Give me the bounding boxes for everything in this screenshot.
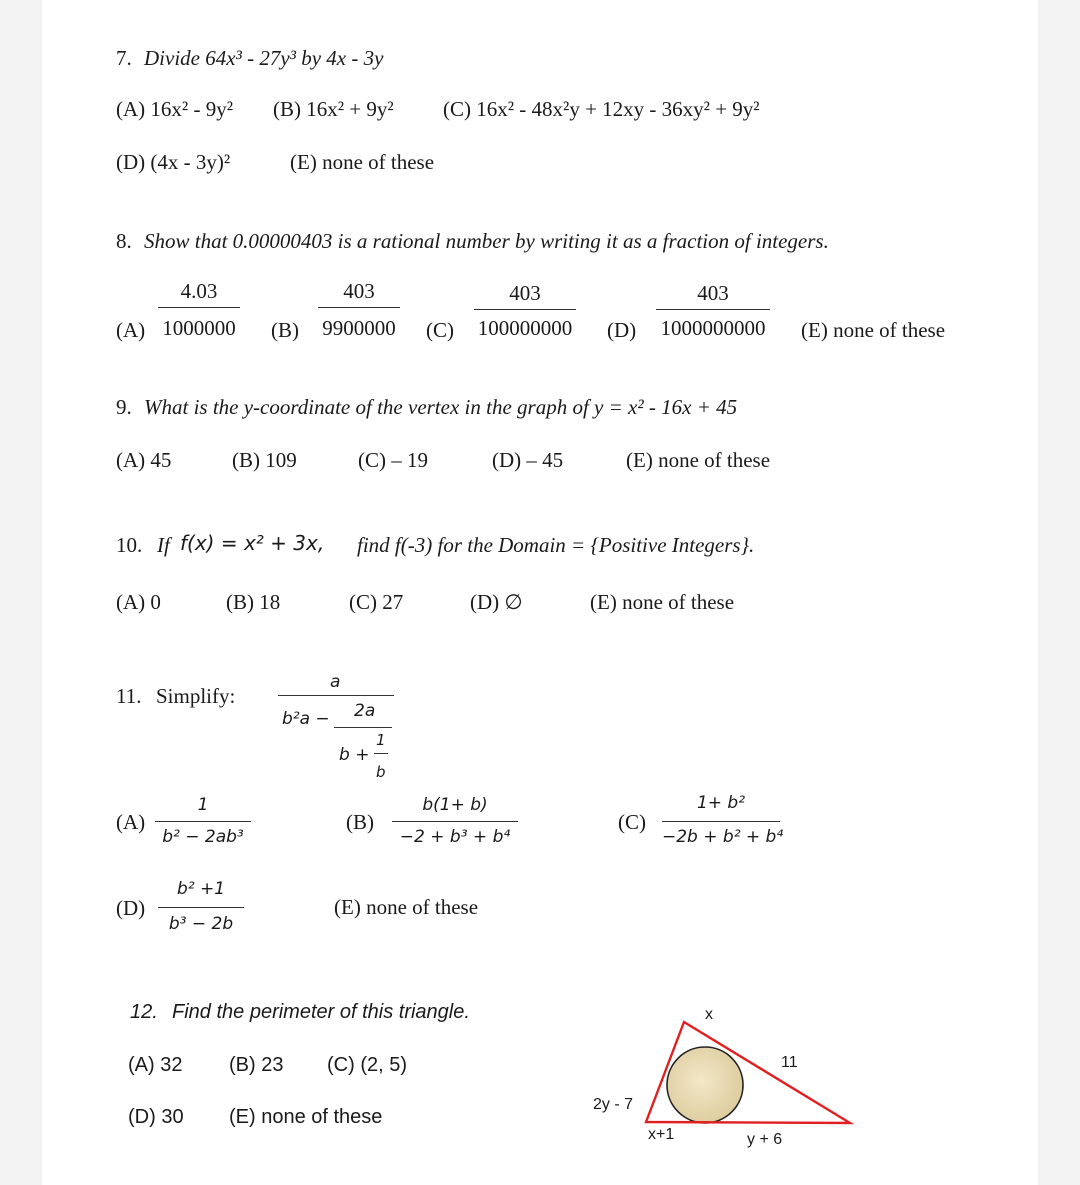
q11-number: 11. bbox=[116, 684, 142, 708]
q11-option-c-numerator: 1+ b² bbox=[696, 793, 746, 813]
q10-option-a: (A) 0 bbox=[116, 590, 161, 614]
q9-text: What is the y-coordinate of the vertex in the graph of y = x² - 16x + 45 bbox=[144, 395, 738, 419]
q11-option-a-label: (A) bbox=[116, 810, 146, 834]
q11-main-fraction-bar bbox=[278, 695, 394, 696]
q7-number: 7. bbox=[116, 46, 132, 70]
q8-number: 8. bbox=[116, 229, 132, 253]
q8-option-a-fraction-bar bbox=[158, 307, 240, 308]
q8-option-a-denominator: 1000000 bbox=[162, 316, 236, 340]
label-side-x-plus-1: x+1 bbox=[648, 1126, 675, 1143]
triangle-figure bbox=[590, 1000, 870, 1160]
q10-if: If bbox=[157, 533, 170, 557]
q10-function: f(x) = x² + 3x, bbox=[180, 531, 325, 555]
q11-expr-one: 1 bbox=[376, 731, 386, 749]
q10-text: find f(-3) for the Domain = {Positive Integers}. bbox=[357, 533, 755, 557]
q11-expr-b2a: b²a − bbox=[282, 709, 330, 729]
q9-option-d: (D) – 45 bbox=[492, 448, 564, 472]
q8-option-c-fraction-bar bbox=[474, 309, 576, 310]
q10-option-d: (D) ∅ bbox=[470, 590, 523, 614]
q8-option-b-fraction-bar bbox=[318, 307, 400, 308]
q8-option-e: (E) none of these bbox=[801, 318, 946, 342]
q9-option-b: (B) 109 bbox=[232, 448, 297, 472]
q8-option-b-label: (B) bbox=[271, 318, 299, 342]
q8-option-c-denominator: 100000000 bbox=[477, 316, 573, 340]
q7-option-e: (E) none of these bbox=[290, 150, 435, 174]
q8-option-d-numerator: 403 bbox=[697, 281, 729, 305]
label-side-y-plus-6: y + 6 bbox=[747, 1131, 783, 1148]
q11-expr-top: a bbox=[330, 672, 341, 692]
inscribed-circle bbox=[667, 1047, 743, 1123]
q7-option-d: (D) (4x - 3y)² bbox=[116, 150, 231, 174]
q11-expr-b-plus: b + bbox=[339, 745, 370, 765]
q7-option-a: (A) 16x² - 9y² bbox=[116, 97, 233, 121]
q7-text: Divide 64x³ - 27y³ by 4x - 3y bbox=[144, 46, 384, 70]
q11-inner-fraction-bar bbox=[334, 727, 392, 728]
q8-option-b-numerator: 403 bbox=[343, 279, 375, 303]
q11-option-d-fraction-bar bbox=[158, 907, 244, 908]
q12-option-a: (A) 32 bbox=[128, 1054, 183, 1076]
label-side-2y-7: 2y - 7 bbox=[593, 1096, 634, 1113]
q10-number: 10. bbox=[116, 533, 143, 557]
q10-option-c: (C) 27 bbox=[349, 590, 404, 614]
q11-option-b-label: (B) bbox=[346, 810, 374, 834]
q11-option-d-numerator: b² +1 bbox=[176, 879, 226, 899]
q9-option-c: (C) – 19 bbox=[358, 448, 428, 472]
q8-option-a-label: (A) bbox=[116, 318, 146, 342]
q7-option-c: (C) 16x² - 48x²y + 12xy - 36xy² + 9y² bbox=[443, 97, 760, 121]
q12-text: Find the perimeter of this triangle. bbox=[172, 1001, 470, 1023]
q8-option-b-denominator: 9900000 bbox=[322, 316, 396, 340]
q11-option-c-denominator: −2b + b² + b⁴ bbox=[662, 827, 784, 847]
q11-option-e: (E) none of these bbox=[334, 895, 479, 919]
q11-option-a-numerator: 1 bbox=[197, 795, 209, 815]
q9-number: 9. bbox=[116, 395, 132, 419]
q9-option-e: (E) none of these bbox=[626, 448, 771, 472]
q10-option-b: (B) 18 bbox=[226, 590, 281, 614]
q11-expr-2a: 2a bbox=[354, 701, 376, 721]
q11-option-d-label: (D) bbox=[116, 896, 146, 920]
q11-option-b-denominator: −2 + b³ + b⁴ bbox=[399, 827, 511, 847]
q8-option-d-denominator: 1000000000 bbox=[660, 316, 766, 340]
q11-option-c-fraction-bar bbox=[662, 821, 780, 822]
q12-option-b: (B) 23 bbox=[229, 1054, 284, 1076]
q12-option-e: (E) none of these bbox=[229, 1106, 383, 1128]
label-side-11: 11 bbox=[781, 1054, 798, 1071]
q8-option-c-label: (C) bbox=[426, 318, 454, 342]
q8-option-d-fraction-bar bbox=[656, 309, 770, 310]
q11-small-fraction-bar bbox=[374, 753, 388, 754]
q9-option-a: (A) 45 bbox=[116, 448, 172, 472]
q8-text: Show that 0.00000403 is a rational number by writing it as a fraction of integers. bbox=[144, 229, 829, 253]
q12-option-d: (D) 30 bbox=[128, 1106, 184, 1128]
q8-option-d-label: (D) bbox=[607, 318, 637, 342]
q7-option-b: (B) 16x² + 9y² bbox=[273, 97, 394, 121]
q10-option-e: (E) none of these bbox=[590, 590, 735, 614]
q8-option-a-numerator: 4.03 bbox=[180, 279, 218, 303]
q11-option-d-denominator: b³ − 2b bbox=[168, 914, 234, 934]
q11-option-c-label: (C) bbox=[618, 810, 646, 834]
q11-expr-b: b bbox=[376, 763, 386, 781]
q8-option-c-numerator: 403 bbox=[509, 281, 541, 305]
label-side-x: x bbox=[705, 1006, 713, 1023]
q11-option-a-denominator: b² − 2ab³ bbox=[162, 827, 244, 847]
q12-number: 12. bbox=[130, 1001, 158, 1023]
q11-option-a-fraction-bar bbox=[155, 821, 251, 822]
q11-option-b-fraction-bar bbox=[392, 821, 518, 822]
q11-label: Simplify: bbox=[156, 684, 236, 708]
q11-option-b-numerator: b(1+ b) bbox=[422, 795, 488, 815]
q12-option-c: (C) (2, 5) bbox=[327, 1054, 407, 1076]
